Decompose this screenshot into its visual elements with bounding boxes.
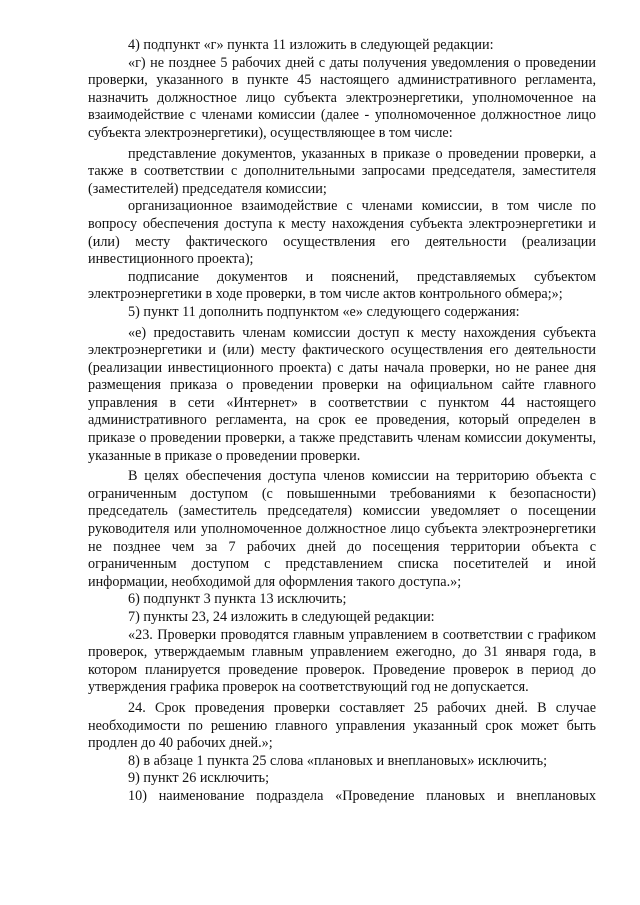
paragraph-restricted-access: В целях обеспечения доступа членов комиссии на территорию объекта с ограниченным доступом (с повышенными требованиями к безопасности) председатель (заместитель председателя) комиссии уведомляет о посещении руководителя или уполномоченное должностное лицо субъекта электроэнергетики не позднее чем за 7 рабочих дней до посещения территории объекта с ограниченным доступом с представлением списка посетителей и иной информации, необходимой для оформления такого доступа.»; [88, 468, 596, 590]
paragraph-item-6: 6) подпункт 3 пункта 13 исключить; [128, 591, 347, 608]
paragraph-interaction: организационное взаимодействие с членами комиссии, в том числе по вопросу обеспечения доступа к месту нахождения субъекта электроэнергетики и (или) месту фактического осуществления его деятельности (реализации инвестиционного проекта); [88, 198, 596, 268]
paragraph-item-4: 4) подпункт «г» пункта 11 изложить в следующей редакции: [128, 37, 494, 53]
paragraph-subitem-g: «г) не позднее 5 рабочих дней с даты получения уведомления о проведении проверки, указанного в пункте 45 настоящего административного регламента, назначить должностное лицо субъекта электроэнергетики, уполномоченное на взаимодействие с членами комиссии (далее - уполномоченное должностное лицо субъекта электроэнергетики), осуществляющее в том числе: [88, 54, 596, 141]
paragraph-item-10: 10) наименование подраздела «Проведение плановых и внеплановых [128, 787, 596, 804]
paragraph-item-5: 5) пункт 11 дополнить подпунктом «е» следующего содержания: [128, 303, 520, 320]
paragraph-item-9: 9) пункт 26 исключить; [128, 770, 270, 787]
paragraph-documents: представление документов, указанных в приказе о проведении проверки, а также в соответствии с дополнительными запросами председателя, заместителя (заместителей) председателя комиссии; [88, 145, 596, 197]
paragraph-item-7: 7) пункты 23, 24 изложить в следующей редакции: [128, 609, 435, 625]
paragraph-signing: подписание документов и пояснений, представляемых субъектом электроэнергетики в ходе проверки, в том числе актов контрольного обмера;»; [88, 268, 596, 303]
paragraph-item-8: 8) в абзаце 1 пункта 25 слова «плановых и внеплановых» исключить; [128, 752, 548, 769]
paragraph-clause-23: «23. Проверки проводятся главным управлением в соответствии с графиком проверок, утверждаемым главным управлением ежегодно, до 31 января года, в котором планируется проведение проверок. Проведение проверок в период до утверждения графика проверок на соответствующий год не допускается. [88, 626, 596, 696]
paragraph-subitem-e: «е) предоставить членам комиссии доступ к месту нахождения субъекта электроэнергетики и (или) месту фактического осуществления его деятельности (реализации инвестиционного проекта) с даты начала проверки, но не ранее дня размещения приказа о проведении проверки на официальном сайте главного управления в сети «Интернет» в соответствии с пунктом 44 настоящего административного регламента, на срок ее проведения, который определен в приказе о проведении проверки, а также представить членам комиссии документы, указанные в приказе о проведении проверки. [88, 324, 596, 464]
paragraph-clause-24: 24. Срок проведения проверки составляет 25 рабочих дней. В случае необходимости по решению главного управления указанный срок может быть продлен до 40 рабочих дней.»; [88, 699, 596, 752]
document-body [88, 37, 596, 806]
